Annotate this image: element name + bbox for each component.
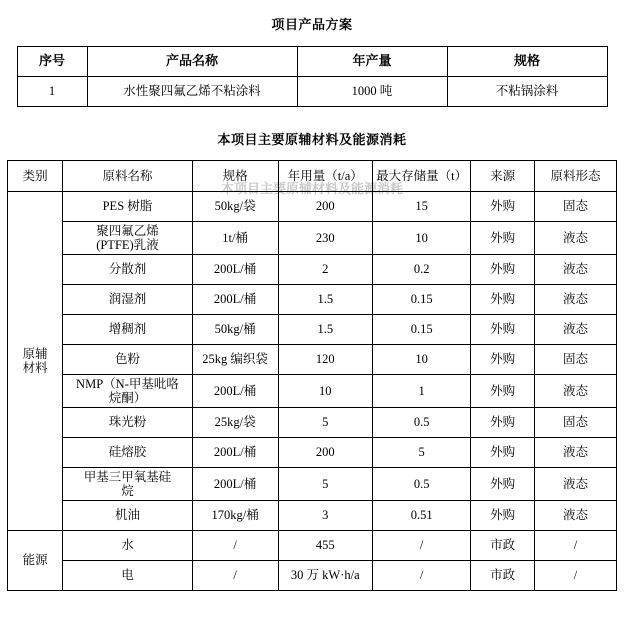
cell-source: 市政 (471, 561, 535, 591)
column-header-spec: 规格 (447, 47, 607, 77)
cell-form: / (534, 531, 616, 561)
cell-source: 外购 (471, 408, 535, 438)
cell-annual-usage: 455 (278, 531, 372, 561)
column-header-form: 原料形态 (534, 161, 616, 192)
cell-max-storage: / (372, 561, 470, 591)
column-header-max-storage: 最大存储量（t） (372, 161, 470, 192)
cell-material-name: 机油 (63, 501, 192, 531)
cell-spec: 170kg/桶 (192, 501, 278, 531)
cell-product-name: 水性聚四氟乙烯不粘涂料 (87, 77, 297, 107)
cell-source: 外购 (471, 315, 535, 345)
cell-spec: 200L/桶 (192, 375, 278, 408)
table-row (8, 468, 617, 501)
cell-max-storage: 10 (372, 222, 470, 255)
product-scheme-table (17, 46, 608, 107)
category-label-line2: 材料 (22, 361, 48, 375)
table-row (8, 408, 617, 438)
table-row (8, 438, 617, 468)
cell-material-name: 分散剂 (63, 255, 192, 285)
material-name-line1: NMP（N-甲基吡咯 (76, 377, 179, 391)
table-row (8, 222, 617, 255)
cell-material-name (63, 468, 192, 501)
column-header-spec: 规格 (192, 161, 278, 192)
cell-annual-usage: 30 万 kW·h/a (278, 561, 372, 591)
column-header-category: 类别 (8, 161, 63, 192)
cell-annual-output: 1000 吨 (297, 77, 447, 107)
cell-annual-usage: 1.5 (278, 315, 372, 345)
cell-seq: 1 (17, 77, 87, 107)
cell-source: 外购 (471, 222, 535, 255)
cell-material-name: 电 (63, 561, 192, 591)
category-label-line1: 原辅 (22, 347, 48, 361)
cell-material-name: 水 (63, 531, 192, 561)
table-row (8, 531, 617, 561)
table-row (17, 77, 607, 107)
table-row (8, 561, 617, 591)
cell-material-name: 增稠剂 (63, 315, 192, 345)
cell-spec: / (192, 531, 278, 561)
cell-annual-usage: 1.5 (278, 285, 372, 315)
watermark-title: 本项目主要原辅材料及能源消耗 (220, 181, 403, 196)
table-row (8, 315, 617, 345)
column-header-product-name: 产品名称 (87, 47, 297, 77)
cell-annual-usage: 200 (278, 438, 372, 468)
cell-source: 外购 (471, 255, 535, 285)
cell-source: 外购 (471, 285, 535, 315)
cell-spec: 200L/桶 (192, 285, 278, 315)
cell-annual-usage: 10 (278, 375, 372, 408)
cell-max-storage: 1 (372, 375, 470, 408)
cell-annual-usage: 200 (278, 192, 372, 222)
cell-form: 液态 (534, 255, 616, 285)
cell-form: 固态 (534, 345, 616, 375)
cell-form: / (534, 561, 616, 591)
cell-form: 液态 (534, 375, 616, 408)
cell-spec: 50kg/袋 (192, 192, 278, 222)
table-row (8, 285, 617, 315)
cell-spec: 25kg 编织袋 (192, 345, 278, 375)
cell-max-storage: / (372, 531, 470, 561)
material-name-line2: (PTFE)乳液 (96, 238, 159, 252)
cell-material-name: 色粉 (63, 345, 192, 375)
cell-form: 液态 (534, 501, 616, 531)
cell-material-name: 硅熔胶 (63, 438, 192, 468)
material-name-line1: 甲基三甲氧基硅 (83, 470, 172, 484)
cell-annual-usage: 2 (278, 255, 372, 285)
cell-form: 液态 (534, 315, 616, 345)
cell-form: 液态 (534, 438, 616, 468)
cell-material-name: PES 树脂 (63, 192, 192, 222)
table-row (8, 255, 617, 285)
table-header-row (8, 161, 617, 192)
cell-form: 液态 (534, 285, 616, 315)
cell-source: 外购 (471, 438, 535, 468)
cell-max-storage: 15 (372, 192, 470, 222)
cell-max-storage: 10 (372, 345, 470, 375)
cell-max-storage: 0.5 (372, 408, 470, 438)
cell-spec: 不粘锅涂料 (447, 77, 607, 107)
material-energy-table (7, 160, 617, 591)
cell-form: 固态 (534, 408, 616, 438)
cell-material-name: 润湿剂 (63, 285, 192, 315)
cell-max-storage: 0.51 (372, 501, 470, 531)
cell-material-name: 珠光粉 (63, 408, 192, 438)
cell-spec: 200L/桶 (192, 468, 278, 501)
cell-category-materials (8, 192, 63, 531)
cell-annual-usage: 3 (278, 501, 372, 531)
cell-category-energy: 能源 (8, 531, 63, 591)
cell-max-storage: 5 (372, 438, 470, 468)
cell-max-storage: 0.15 (372, 285, 470, 315)
table-row (8, 192, 617, 222)
table-row (8, 345, 617, 375)
cell-form: 液态 (534, 222, 616, 255)
column-header-source: 来源 (471, 161, 535, 192)
cell-source: 市政 (471, 531, 535, 561)
page-title-material: 本项目主要原辅材料及能源消耗 (217, 132, 407, 147)
column-header-seq: 序号 (17, 47, 87, 77)
column-header-material-name: 原料名称 (63, 161, 192, 192)
cell-source: 外购 (471, 375, 535, 408)
cell-material-name (63, 375, 192, 408)
cell-source: 外购 (471, 468, 535, 501)
table-row (8, 375, 617, 408)
cell-material-name (63, 222, 192, 255)
cell-source: 外购 (471, 345, 535, 375)
cell-spec: 50kg/桶 (192, 315, 278, 345)
cell-annual-usage: 230 (278, 222, 372, 255)
material-name-line2: 烷 (121, 484, 134, 498)
cell-spec: 200L/桶 (192, 255, 278, 285)
cell-annual-usage: 5 (278, 408, 372, 438)
cell-form: 液态 (534, 468, 616, 501)
cell-spec: 25kg/袋 (192, 408, 278, 438)
cell-form: 固态 (534, 192, 616, 222)
material-name-line1: 聚四氟乙烯 (96, 224, 159, 238)
cell-max-storage: 0.2 (372, 255, 470, 285)
column-header-annual-usage: 年用量（t/a） (278, 161, 372, 192)
column-header-annual-output: 年产量 (297, 47, 447, 77)
cell-max-storage: 0.5 (372, 468, 470, 501)
cell-spec: / (192, 561, 278, 591)
table-row (8, 501, 617, 531)
cell-spec: 1t/桶 (192, 222, 278, 255)
cell-source: 外购 (471, 501, 535, 531)
page-title-product: 项目产品方案 (271, 17, 353, 32)
material-name-line2: 烷酮） (108, 391, 147, 405)
cell-source: 外购 (471, 192, 535, 222)
cell-annual-usage: 5 (278, 468, 372, 501)
cell-annual-usage: 120 (278, 345, 372, 375)
cell-spec: 200L/桶 (192, 438, 278, 468)
table-header-row (17, 47, 607, 77)
cell-max-storage: 0.15 (372, 315, 470, 345)
